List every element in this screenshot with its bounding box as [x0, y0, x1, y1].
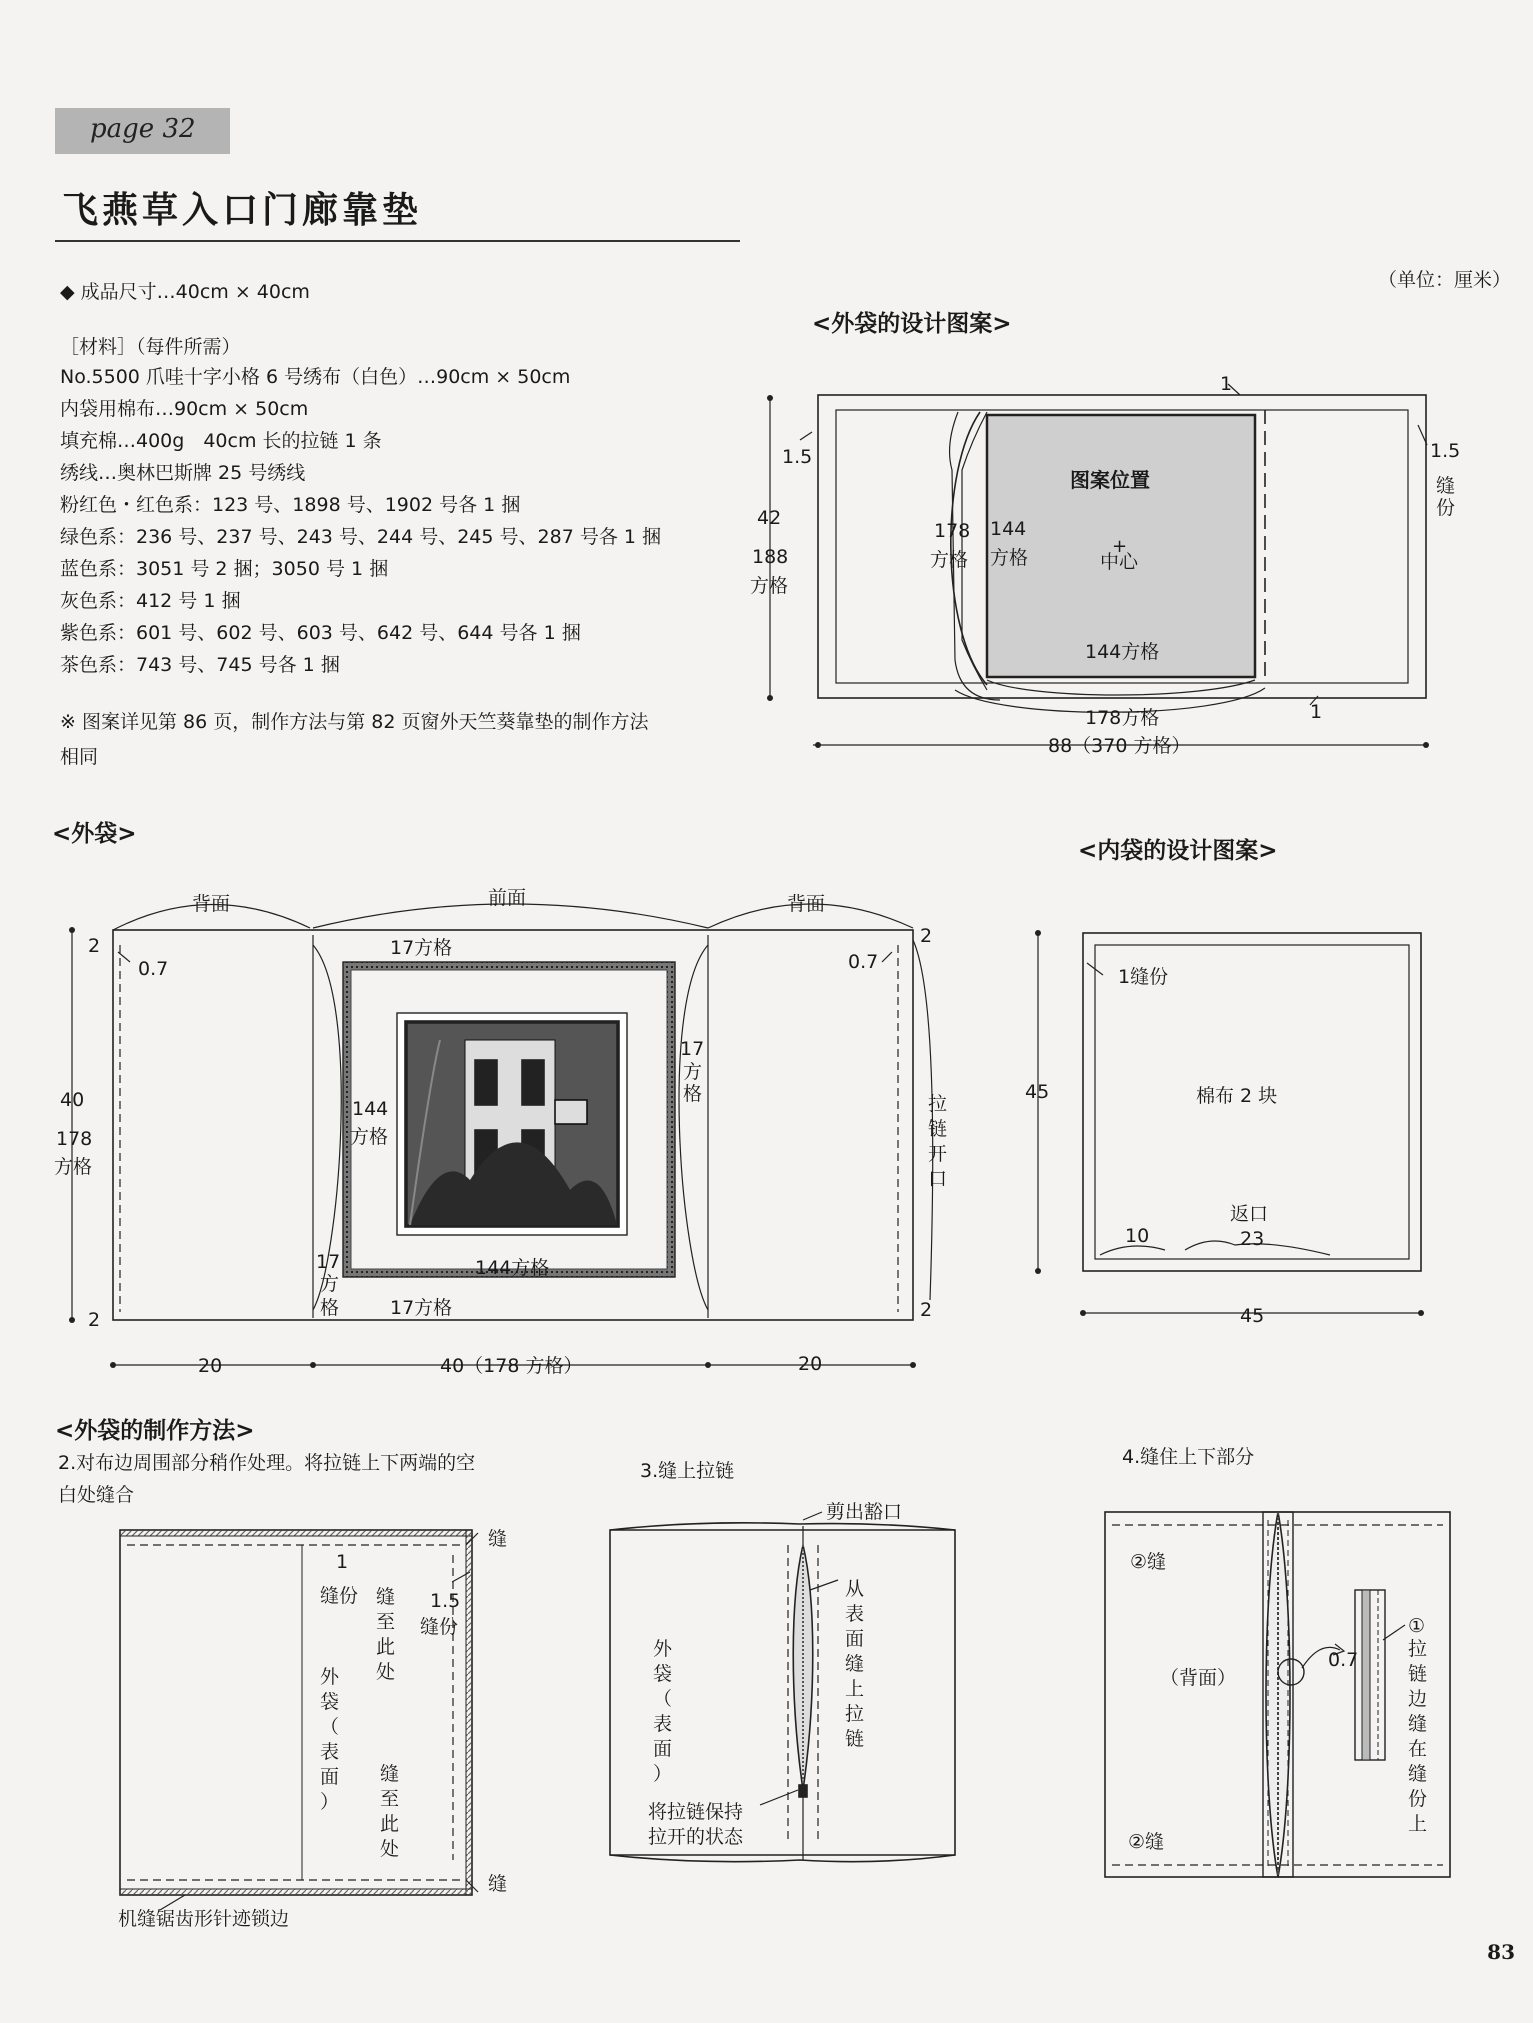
inner-design-diagram	[1038, 933, 1421, 1313]
materials-title: ［材料］（每件所需）	[60, 336, 241, 358]
width-45-label: 45	[1240, 1305, 1265, 1327]
height-42-label: 42	[757, 507, 782, 529]
material-line: 填充棉…400g 40cm 长的拉链 1 条	[60, 430, 382, 452]
sew-here-label: 缝	[380, 1763, 400, 1785]
material-line: 茶色系：743 号、745 号各 1 捆	[60, 654, 340, 676]
center-label: 中心	[1100, 551, 1139, 573]
outer-bag-face-label: 面	[320, 1766, 340, 1788]
grid-17-label: 格	[683, 1083, 703, 1105]
zipper-edge-label: 链	[1408, 1663, 1428, 1685]
seam-allowance-label: 1缝份	[1118, 966, 1169, 988]
grid-144-label: 144	[990, 518, 1027, 540]
material-line: 内袋用棉布…90cm × 50cm	[60, 398, 309, 420]
outer-bag-face-label: 表	[653, 1713, 673, 1735]
height-188-label: 方格	[750, 575, 789, 597]
dim-1-label: 1	[336, 1551, 349, 1573]
step2-text: 白处缝合	[58, 1484, 135, 1506]
grid-17-label: 方	[683, 1061, 703, 1083]
zipper-open-label: 将拉链保持	[648, 1801, 744, 1823]
outer-bag-face-label: 面	[653, 1738, 673, 1760]
sew-top-label: ②缝	[1130, 1551, 1167, 1573]
outer-bag-face-label: 表	[320, 1741, 340, 1763]
sew-label: 缝	[488, 1528, 508, 1550]
step-1-marker: ①	[1408, 1615, 1426, 1637]
height-40-label: 40	[60, 1089, 85, 1111]
back-label-right: 背面	[787, 893, 826, 915]
sew-from-face-label: 拉	[845, 1703, 865, 1725]
inner-design-dim-dots	[1035, 930, 1424, 1316]
zigzag-label: 机缝锯齿形针迹锁边	[118, 1908, 290, 1930]
sew-label: 缝	[488, 1873, 508, 1895]
outer-bag-heading: <外袋>	[52, 821, 137, 847]
sew-here-label: 此	[376, 1636, 396, 1658]
material-line: No.5500 爪哇十字小格 6 号绣布（白色）…90cm × 50cm	[60, 366, 571, 388]
outer-design-heading: <外袋的设计图案>	[812, 311, 1012, 337]
outer-bag-face-label: 袋	[653, 1663, 673, 1685]
grid-17-label: 格	[320, 1297, 340, 1319]
zipper-edge-label: 缝	[1408, 1713, 1428, 1735]
height-178-label: 方格	[54, 1156, 93, 1178]
material-line: 蓝色系：3051 号 2 捆；3050 号 1 捆	[60, 558, 389, 580]
dim-23-label: 23	[1240, 1228, 1265, 1250]
zipper-edge-label: 在	[1408, 1738, 1428, 1760]
step2-diagram	[120, 1530, 478, 1910]
dim-2-label: 2	[920, 1299, 933, 1321]
sew-here-label: 处	[376, 1661, 396, 1683]
seam-allowance-label: 缝份	[420, 1616, 459, 1638]
sew-from-face-label: 表	[845, 1603, 865, 1625]
back-label-left: 背面	[192, 893, 231, 915]
outer-bag-diagram	[72, 904, 933, 1365]
outer-bag-face-label: 外	[320, 1666, 340, 1688]
seam-allowance-label: 缝	[1436, 475, 1456, 497]
zipper-edge-label: 边	[1408, 1688, 1428, 1710]
outer-bag-face-label: ）	[653, 1763, 673, 1785]
sew-from-face-label: 缝	[845, 1653, 865, 1675]
margin-1.5-label: 1.5	[1430, 440, 1461, 462]
grid-178-label: 178	[934, 520, 971, 542]
method-heading: <外袋的制作方法>	[55, 1418, 255, 1444]
grid-144-label: 方格	[990, 547, 1029, 569]
material-line: 粉红色・红色系：123 号、1898 号、1902 号各 1 捆	[60, 494, 521, 516]
page-number: 83	[1487, 1940, 1515, 1964]
unit-note: （单位：厘米）	[1377, 269, 1511, 291]
sew-here-label: 缝	[376, 1586, 396, 1608]
grid-17-label: 方	[320, 1273, 340, 1295]
grid-178-label: 方格	[930, 549, 969, 571]
zipper-open-label: 拉开的状态	[648, 1826, 744, 1848]
step3-text: 3.缝上拉链	[640, 1460, 735, 1482]
grid-144-label: 144方格	[475, 1257, 550, 1279]
sew-from-face-label: 从	[845, 1578, 865, 1600]
margin-1.5-label: 1.5	[782, 446, 813, 468]
outer-bag-face-label: 外	[653, 1638, 673, 1660]
grid-144-label: 144	[352, 1098, 389, 1120]
sew-here-label: 至	[376, 1611, 396, 1633]
cut-notch-label: 剪出豁口	[826, 1501, 903, 1523]
zipper-opening-label: 口	[928, 1168, 948, 1190]
step2-text: 2.对布边周围部分稍作处理。将拉链上下两端的空	[58, 1452, 476, 1474]
material-line: 紫色系：601 号、602 号、603 号、642 号、644 号各 1 捆	[60, 622, 581, 644]
pattern-position-label: 图案位置	[1070, 468, 1150, 492]
page-title: 飞燕草入口门廊靠垫	[62, 190, 423, 231]
height-178-label: 178	[56, 1128, 93, 1150]
dim-1.5-label: 1.5	[430, 1590, 461, 1612]
sew-from-face-label: 面	[845, 1628, 865, 1650]
note-line: ※ 图案详见第 86 页，制作方法与第 82 页窗外天竺葵靠垫的制作方法	[60, 711, 649, 733]
zipper-opening-label: 拉	[928, 1093, 948, 1115]
width-40-label: 40（178 方格）	[440, 1355, 583, 1377]
step4-text: 4.缝住上下部分	[1122, 1446, 1255, 1468]
margin-1-label: 1	[1310, 701, 1323, 723]
zipper-opening-label: 链	[928, 1118, 948, 1140]
sew-from-face-label: 链	[845, 1728, 865, 1750]
dim-0.7-label: 0.7	[1328, 1649, 1359, 1671]
zipper-opening-label: 开	[928, 1143, 948, 1165]
outer-bag-face-label: （	[320, 1716, 340, 1738]
zipper-edge-label: 缝	[1408, 1763, 1428, 1785]
outer-bag-face-label: 袋	[320, 1691, 340, 1713]
dim-2-label: 2	[88, 1309, 101, 1331]
width-20-label: 20	[798, 1353, 823, 1375]
sew-here-label: 此	[380, 1813, 400, 1835]
dim-0.7-label: 0.7	[138, 958, 169, 980]
grid-144h-label: 144方格	[1085, 641, 1160, 663]
material-line: 绣线…奥林巴斯牌 25 号绣线	[60, 462, 306, 484]
seam-allowance-label: 缝份	[320, 1585, 359, 1607]
grid-178h-label: 178方格	[1085, 707, 1160, 729]
dim-0.7-label: 0.7	[848, 951, 879, 973]
grid-17-label: 17方格	[390, 1297, 453, 1319]
back-side-label: （背面）	[1160, 1667, 1237, 1689]
material-line: 绿色系：236 号、237 号、243 号、244 号、245 号、287 号各 1 捆	[60, 526, 661, 548]
inner-design-heading: <内袋的设计图案>	[1078, 838, 1278, 864]
dim-2-label: 2	[88, 935, 101, 957]
zipper-edge-label: 上	[1408, 1813, 1428, 1835]
sew-bottom-label: ②缝	[1128, 1831, 1165, 1853]
center-plus: +	[1112, 536, 1128, 557]
return-opening-label: 返口	[1230, 1203, 1269, 1225]
finished-size: ◆ 成品尺寸…40cm × 40cm	[60, 281, 310, 303]
width-20-label: 20	[198, 1355, 223, 1377]
zipper-edge-label: 份	[1408, 1788, 1428, 1810]
dim-10-label: 10	[1125, 1225, 1150, 1247]
note-line: 相同	[60, 746, 99, 768]
outer-design-diagram	[770, 384, 1427, 745]
cotton-2-label: 棉布 2 块	[1196, 1085, 1278, 1107]
page-tag-label: page 32	[90, 114, 196, 144]
dim-2-label: 2	[920, 925, 933, 947]
material-line: 灰色系：412 号 1 捆	[60, 590, 241, 612]
sew-here-label: 至	[380, 1788, 400, 1810]
width-total-label: 88（370 方格）	[1048, 735, 1191, 757]
grid-17-label: 17方格	[390, 937, 453, 959]
front-label: 前面	[488, 887, 527, 909]
zipper-edge-label: 拉	[1408, 1638, 1428, 1660]
sew-here-label: 处	[380, 1838, 400, 1860]
outer-bag-face-label: ）	[320, 1791, 340, 1813]
sew-from-face-label: 上	[845, 1678, 865, 1700]
margin-1-label: 1	[1220, 373, 1233, 395]
grid-17-label: 17	[316, 1251, 341, 1273]
outer-bag-face-label: （	[653, 1688, 673, 1710]
height-188-label: 188	[752, 546, 789, 568]
grid-17-label: 17	[680, 1038, 705, 1060]
grid-144-label: 方格	[350, 1126, 389, 1148]
seam-allowance-label: 份	[1436, 497, 1456, 519]
height-45-label: 45	[1025, 1081, 1050, 1103]
